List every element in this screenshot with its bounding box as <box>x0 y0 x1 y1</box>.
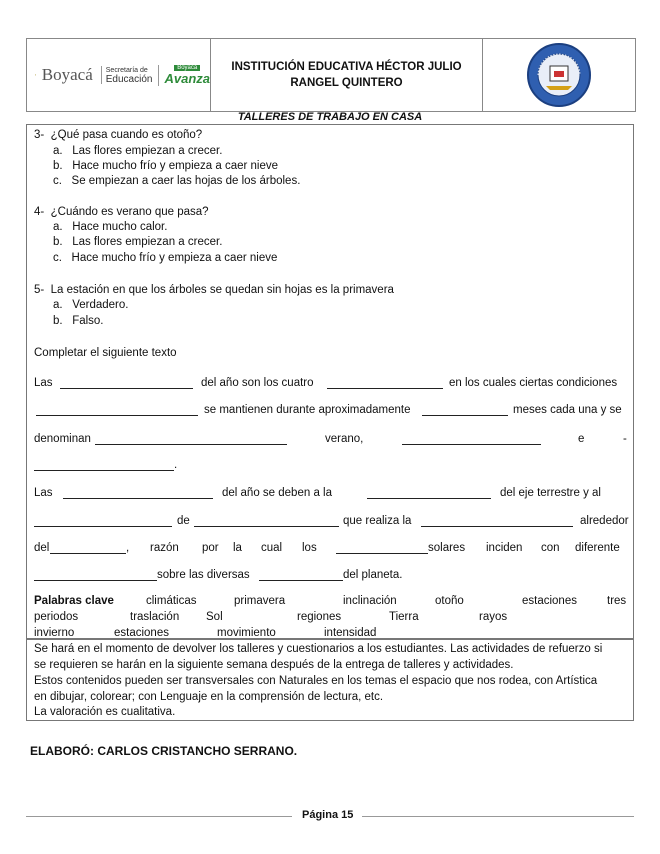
keyword: regiones <box>297 611 342 623</box>
blank-input[interactable] <box>367 487 491 499</box>
option-4c: c. Hace mucho frío y empieza a caer nieve <box>53 252 278 264</box>
note-line: Se hará en el momento de devolver los talleres y cuestionarios a los estudiantes. Las actividades de refuerzo si <box>34 643 603 655</box>
seal-cell <box>483 39 635 111</box>
institution-title: INSTITUCIÓN EDUCATIVA HÉCTOR JULIO RANGEL QUINTERO <box>211 39 483 111</box>
keywords-label: Palabras clave <box>34 595 114 607</box>
keyword: rayos <box>479 611 508 623</box>
section-subtitle: TALLERES DE TRABAJO EN CASA <box>237 111 423 123</box>
keyword: tres <box>607 595 627 607</box>
document-header <box>26 38 636 112</box>
notes-box <box>26 639 634 721</box>
keyword: inclinación <box>343 595 397 607</box>
keyword: invierno <box>34 627 75 639</box>
institution-seal-icon <box>526 42 592 108</box>
author-line: ELABORÓ: CARLOS CRISTANCHO SERRANO. <box>30 744 298 758</box>
option-4b: b. Las flores empiezan a crecer. <box>53 236 223 248</box>
logo-secretaria: Secretaría de Educación <box>101 66 153 84</box>
keyword: Sol <box>206 611 223 623</box>
keyword: periodos <box>34 611 79 623</box>
note-line: en dibujar, colorear; con Lenguaje en la comprensión de lectura, etc. <box>34 691 384 703</box>
question-4: 4- ¿Cuándo es verano que pasa? <box>34 206 209 218</box>
blank-input[interactable] <box>421 515 573 527</box>
footer-rule-left <box>26 816 292 817</box>
blank-input[interactable] <box>34 515 172 527</box>
keyword: estaciones <box>522 595 577 607</box>
note-line: Estos contenidos pueden ser transversales con Naturales en los temas el espacio que nos rodea, con Artística <box>34 675 598 687</box>
boyaca-crest-icon <box>35 65 36 85</box>
question-3: 3- ¿Qué pasa cuando es otoño? <box>34 129 203 141</box>
footer-rule-right <box>362 816 634 817</box>
keyword: climáticas <box>146 595 197 607</box>
keyword: estaciones <box>114 627 169 639</box>
blank-input[interactable] <box>36 404 198 416</box>
option-3c: c. Se empiezan a caer las hojas de los árboles. <box>53 175 301 187</box>
blank-input[interactable] <box>95 433 287 445</box>
blank-input[interactable] <box>336 542 428 554</box>
blank-input[interactable] <box>50 542 126 554</box>
blank-input[interactable] <box>34 569 157 581</box>
option-5a: a. Verdadero. <box>53 299 129 311</box>
keyword: primavera <box>234 595 286 607</box>
blank-input[interactable] <box>34 459 174 471</box>
blank-input[interactable] <box>422 404 508 416</box>
note-line: La valoración es cualitativa. <box>34 706 176 718</box>
option-5b: b. Falso. <box>53 315 104 327</box>
keyword: intensidad <box>324 627 377 639</box>
keyword: movimiento <box>217 627 276 639</box>
blank-input[interactable] <box>327 377 443 389</box>
cloze-intro: Completar el siguiente texto <box>34 347 177 359</box>
blank-input[interactable] <box>259 569 343 581</box>
blank-input[interactable] <box>194 515 339 527</box>
logos-cell <box>27 39 211 111</box>
page-number: Página 15 <box>302 809 354 821</box>
option-4a: a. Hace mucho calor. <box>53 221 168 233</box>
blank-input[interactable] <box>63 487 213 499</box>
option-3b: b. Hace mucho frío y empieza a caer nieve <box>53 160 279 172</box>
blank-input[interactable] <box>402 433 541 445</box>
question-5: 5- La estación en que los árboles se quedan sin hojas es la primavera <box>34 284 394 296</box>
logo-boyaca: Boyacá <box>41 65 93 84</box>
worksheet-box: 3- ¿Qué pasa cuando es otoño? a. Las flores empiezan a crecer. b. Hace mucho frío y empieza a caer nieve c. Se empiezan a caer las hojas de los árboles. 4- ¿Cuándo es verano que pasa? a. Hace mucho calor. b. Las flores empiezan a crecer. c. Hace mucho frío y empieza a caer nieve 5- La estación en que los árboles se quedan sin hojas es la primavera a. Verdadero. b. Falso. Completar el siguiente texto Las del año son los cuatro en los cuales ciertas condiciones se mantienen durante aproximadamente meses cada una y se denominan verano, e - . Las del año se deben a la del eje terrestre y al de que realiza la alrededor del , razón por la cual los solares inciden con diferente sobre las diversas del planeta. Palabras clave climáticas primavera inclinación otoño estaciones tres periodos traslación Sol regiones Tierra rayos invierno estaciones movimiento intensidad <box>26 124 634 639</box>
note-line: se requieren se harán en la siguiente semana después de la entrega de talleres y actividades. <box>34 659 514 671</box>
option-3a: a. Las flores empiezan a crecer. <box>53 145 223 157</box>
keyword: Tierra <box>389 611 419 623</box>
logo-avanza: Boyacá Avanza <box>158 65 210 86</box>
keyword: traslación <box>130 611 180 623</box>
blank-input[interactable] <box>60 377 193 389</box>
keyword: otoño <box>435 595 464 607</box>
